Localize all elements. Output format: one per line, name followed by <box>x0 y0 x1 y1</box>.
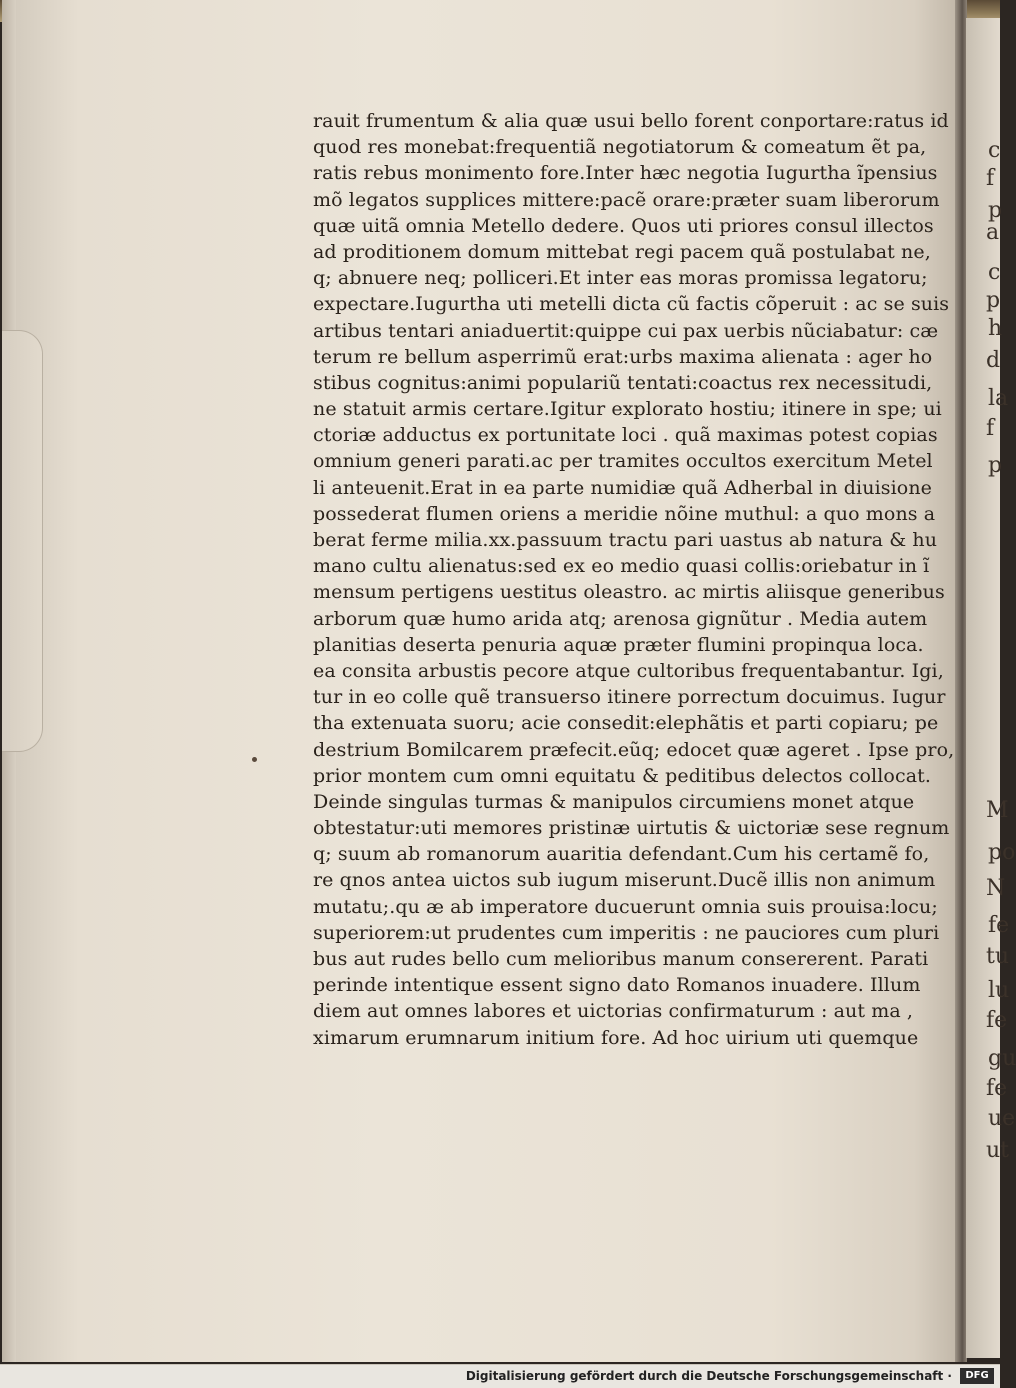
text-line: ratis rebus monimento fore.Inter hæc negotia Iugurtha ĩpensius <box>313 162 938 185</box>
text-line: re qnos antea uictos sub iugum miserunt.Ducẽ illis non animum <box>313 869 936 892</box>
facing-page-fragment: N <box>986 876 1006 901</box>
text-line: mutatu;.qu æ ab imperatore ducuerunt omnia suis prouisa:locu; <box>313 895 938 918</box>
text-line: arborum quæ humo arida atq; arenosa gignũtur . Media autem <box>313 607 928 630</box>
facing-page-fragment: ue <box>988 1106 1016 1131</box>
facing-page-fragment: M <box>986 798 1009 823</box>
facing-page-fragment: fe <box>988 913 1010 938</box>
facing-page-edge <box>966 18 1016 1358</box>
text-line: omnium generi parati.ac per tramites occultos exercitum Metel <box>313 450 933 473</box>
facing-page-fragment: f <box>986 416 995 441</box>
ink-dot <box>252 757 257 762</box>
text-line: mano cultu alienatus:sed ex eo medio quasi collis:oriebatur in ĩ <box>313 555 930 578</box>
text-line: tur in eo colle quẽ transuerso itinere porrectum docuimus. Iugur <box>313 686 946 709</box>
funding-credit: Digitalisierung gefördert durch die Deutsche Forschungsgemeinschaft · <box>465 1369 952 1383</box>
facing-page-fragment: h <box>988 316 1003 341</box>
text-line: mõ legatos supplices mittere:pacẽ orare:præter suam liberorum <box>313 188 940 211</box>
text-line: planitias deserta penuria aquæ præter flumini propinqua loca. <box>313 633 924 656</box>
text-line: ximarum erumnarum initium fore. Ad hoc uirium uti quemque <box>313 1026 919 1049</box>
text-line: q; abnuere neq; polliceri.Et inter eas moras promissa legatoru; <box>313 267 928 290</box>
text-line: Deinde singulas turmas & manipulos circumiens monet atque <box>313 790 915 813</box>
digitization-footer <box>0 1364 1000 1388</box>
text-line: tha extenuata suoru; acie consedit:elephãtis et parti copiaru; pe <box>313 712 939 735</box>
text-line: stibus cognitus:animi populariũ tentati:coactus rex necessitudi, <box>313 371 933 394</box>
facing-page-fragment: c <box>988 260 1001 285</box>
facing-page-fragment: tu <box>986 944 1010 969</box>
dfg-logo: DFG <box>960 1368 994 1384</box>
page-fold-tab <box>2 330 43 752</box>
page-text-block <box>313 108 955 1051</box>
facing-page-fragment: fe <box>986 1076 1008 1101</box>
facing-page-fragment: po <box>988 840 1016 865</box>
text-line: ea consita arbustis pecore atque cultoribus frequentabantur. Igi, <box>313 659 944 682</box>
text-line: perinde intentique essent signo dato Romanos inuadere. Illum <box>313 974 921 997</box>
text-line: superiorem:ut prudentes cum imperitis : ne pauciores cum pluri <box>313 921 940 944</box>
text-line: rauit frumentum & alia quæ usui bello forent conportare:ratus id <box>313 110 949 132</box>
facing-page-fragment: ut <box>986 1138 1010 1163</box>
text-line: ne statuit armis certare.Igitur explorato hostiu; itinere in spe; ui <box>313 398 942 421</box>
text-line: bus aut rudes bello cum melioribus manum consererent. Parati <box>313 948 929 970</box>
text-line: ctoriæ adductus ex portunitate loci . quã maximas potest copias <box>313 424 938 447</box>
text-line: terum re bellum asperrimũ erat:urbs maxima alienata : ager ho <box>313 345 933 368</box>
facing-page-fragment: p <box>986 288 1001 313</box>
text-line: obtestatur:uti memores pristinæ uirtutis & uictoriæ sese regnum <box>313 817 950 840</box>
facing-page-fragment: p <box>988 453 1003 478</box>
text-line: q; suum ab romanorum auaritia defendant.Cum his certamẽ fo, <box>313 843 930 866</box>
facing-page-fragment: fe <box>986 1008 1008 1033</box>
text-line: expectare.Iugurtha uti metelli dicta cũ factis cõperuit : ac se suis <box>313 293 950 316</box>
text-line: mensum pertigens uestitus oleastro. ac mirtis aliisque generibus <box>313 581 945 604</box>
facing-page-fragment: c <box>988 138 1001 163</box>
facing-page-fragment: p <box>988 198 1003 223</box>
text-line: quæ uitã omnia Metello dedere. Quos uti priores consul illectos <box>313 214 934 237</box>
text-line: prior montem cum omni equitatu & peditibus delectos collocat. <box>313 764 931 787</box>
text-line: ad proditionem domum mittebat regi pacem quã postulabat ne, <box>313 240 931 263</box>
book-page <box>2 0 962 1362</box>
facing-page-fragment: la <box>988 386 1009 411</box>
facing-page-fragment: f <box>986 166 995 191</box>
text-line: berat ferme milia.xx.passuum tractu pari uastus ab natura & hu <box>313 529 938 551</box>
text-line: diem aut omnes labores et uictorias confirmaturum : aut ma , <box>313 1000 914 1023</box>
text-line: quod res monebat:frequentiã negotiatorum & comeatum ẽt pa, <box>313 136 927 159</box>
text-line: destrium Bomilcarem præfecit.eũq; edocet quæ ageret . Ipse pro, <box>313 738 955 761</box>
text-line: li anteuenit.Erat in ea parte numidiæ quã Adherbal in diuisione <box>313 476 932 499</box>
text-line: artibus tentari aniaduertit:quippe cui pax uerbis nũciabatur: cæ <box>313 319 939 342</box>
text-line: possederat flumen oriens a meridie nõine muthul: a quo mons a <box>313 502 936 525</box>
facing-page-fragment: lu <box>988 978 1010 1003</box>
facing-page-fragment: gu <box>988 1046 1016 1071</box>
facing-page-fragment: d <box>986 348 1001 373</box>
facing-page-fragment: a <box>986 220 1000 245</box>
